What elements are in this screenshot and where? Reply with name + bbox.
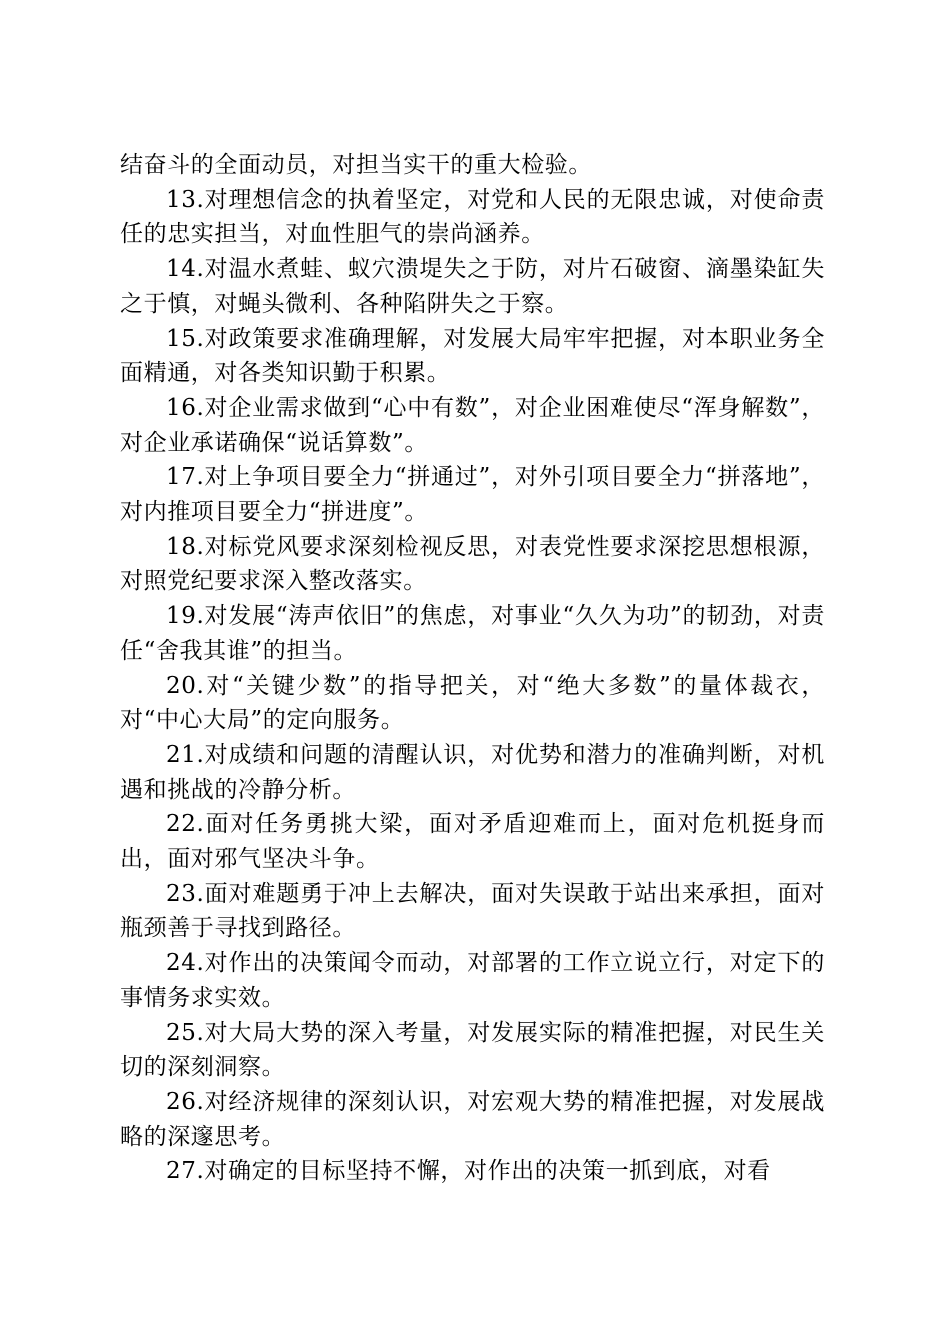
paragraph-item-18: 18.对标党风要求深刻检视反思，对表党性要求深挖思想根源，对照党纪要求深入整改落实。: [120, 533, 825, 595]
paragraph-item-20: 20.对“关键少数”的指导把关，对“绝大多数”的量体裁衣，对“中心大局”的定向服务。: [120, 672, 825, 734]
paragraph-item-16: 16.对企业需求做到“心中有数”，对企业困难使尽“浑身解数”，对企业承诺确保“说话算数”。: [120, 394, 825, 456]
paragraph-item-14: 14.对温水煮蛙、蚁穴溃堤失之于防，对片石破窗、滴墨染缸失之于慎，对蝇头微利、各种陷阱失之于察。: [120, 256, 825, 317]
paragraph-item-13: 13.对理想信念的执着坚定，对党和人民的无限忠诚，对使命责任的忠实担当，对血性胆气的崇尚涵养。: [120, 186, 825, 248]
document-body: [120, 148, 825, 1189]
paragraph-item-19: 19.对发展“涛声依旧”的焦虑，对事业“久久为功”的韧劲，对责任“舍我其谁”的担当。: [120, 603, 825, 664]
paragraph-item-26: 26.对经济规律的深刻认识，对宏观大势的精准把握，对发展战略的深邃思考。: [120, 1088, 825, 1150]
paragraph-item-17: 17.对上争项目要全力“拼通过”，对外引项目要全力“拼落地”，对内推项目要全力“拼进度”。: [120, 464, 825, 526]
paragraph-item-25: 25.对大局大势的深入考量，对发展实际的精准把握，对民生关切的深刻洞察。: [120, 1019, 825, 1081]
paragraph-item-27: 27.对确定的目标坚持不懈，对作出的决策一抓到底，对看: [166, 1158, 771, 1185]
paragraph-item-21: 21.对成绩和问题的清醒认识，对优势和潜力的准确判断，对机遇和挑战的冷静分析。: [120, 741, 825, 803]
paragraph-item-23: 23.面对难题勇于冲上去解决，面对失误敢于站出来承担，面对瓶颈善于寻找到路径。: [120, 880, 825, 942]
paragraph-item-15: 15.对政策要求准确理解，对发展大局牢牢把握，对本职业务全面精通，对各类知识勤于积累。: [120, 325, 825, 387]
paragraph-item-24: 24.对作出的决策闻令而动，对部署的工作立说立行，对定下的事情务求实效。: [120, 950, 825, 1011]
paragraph-item-22: 22.面对任务勇挑大梁，面对矛盾迎难而上，面对危机挺身而出，面对邪气坚决斗争。: [120, 811, 825, 873]
paragraph-continuation: 结奋斗的全面动员，对担当实干的重大检验。: [120, 152, 592, 178]
